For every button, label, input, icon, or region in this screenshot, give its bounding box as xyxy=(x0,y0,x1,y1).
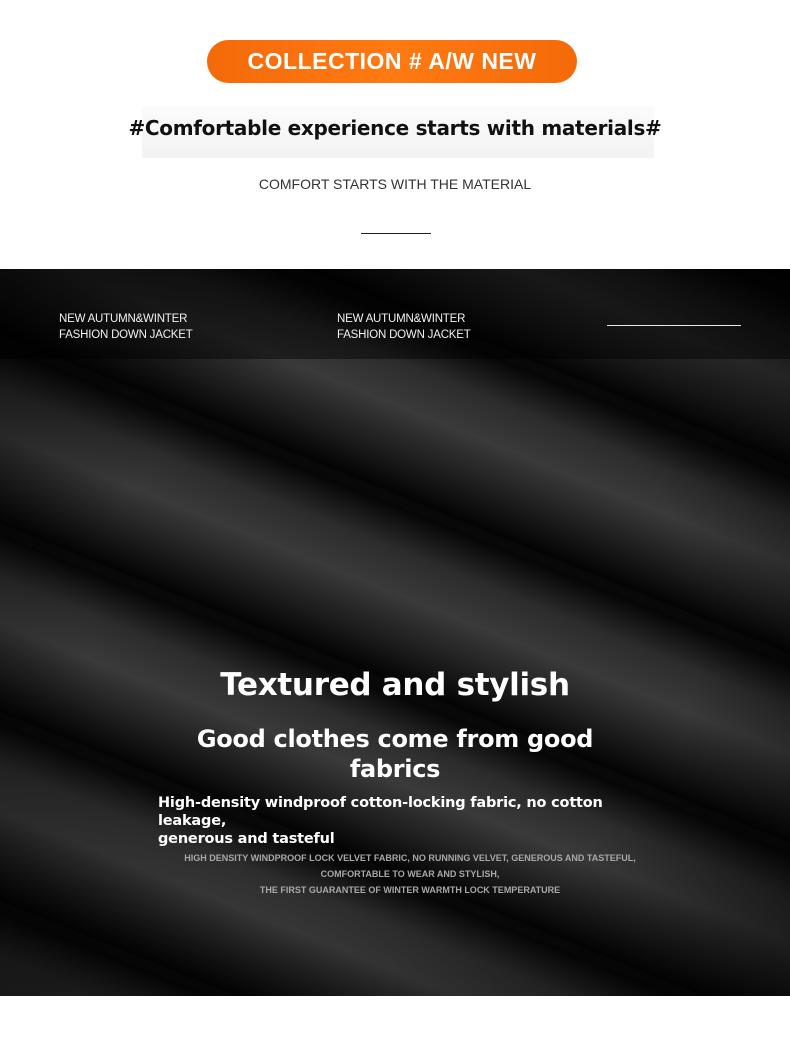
fabric-banner xyxy=(0,269,790,996)
fashion-tag-middle xyxy=(337,311,471,343)
divider-line xyxy=(361,233,431,234)
fashion-tag-left-line2: FASHION DOWN JACKET xyxy=(59,329,193,341)
banner-divider-line xyxy=(607,325,741,326)
banner-description-line1: High-density windproof cotton-locking fabric, no cotton leakage, xyxy=(158,795,603,829)
fashion-tag-middle-line1: NEW AUTUMN&WINTER xyxy=(337,313,466,325)
collection-badge: COLLECTION # A/W NEW xyxy=(207,40,577,83)
header-section xyxy=(0,0,790,269)
fashion-tag-left-line1: NEW AUTUMN&WINTER xyxy=(59,313,188,325)
fine-print-line1: HIGH DENSITY WINDPROOF LOCK VELVET FABRIC, NO RUNNING VELVET, GENEROUS AND TASTEFUL, xyxy=(184,853,636,863)
fashion-tag-left xyxy=(59,311,193,343)
banner-subtitle-line2: fabrics xyxy=(349,755,441,783)
banner-description-line2: generous and tasteful xyxy=(158,831,335,847)
fashion-tag-middle-line2: FASHION DOWN JACKET xyxy=(337,329,471,341)
fine-print-line2: COMFORTABLE TO WEAR AND STYLISH, xyxy=(320,869,500,879)
banner-title: Textured and stylish xyxy=(220,667,570,703)
page-title: #Comfortable experience starts with materials# xyxy=(128,116,662,140)
banner-fine-print xyxy=(160,850,660,898)
banner-subtitle-line1: Good clothes come from good xyxy=(196,725,594,753)
banner-description xyxy=(158,794,668,848)
page-subtitle: COMFORT STARTS WITH THE MATERIAL xyxy=(258,176,532,192)
banner-subtitle xyxy=(195,724,595,784)
fine-print-line3: THE FIRST GUARANTEE OF WINTER WARMTH LOCK TEMPERATURE xyxy=(259,885,561,895)
